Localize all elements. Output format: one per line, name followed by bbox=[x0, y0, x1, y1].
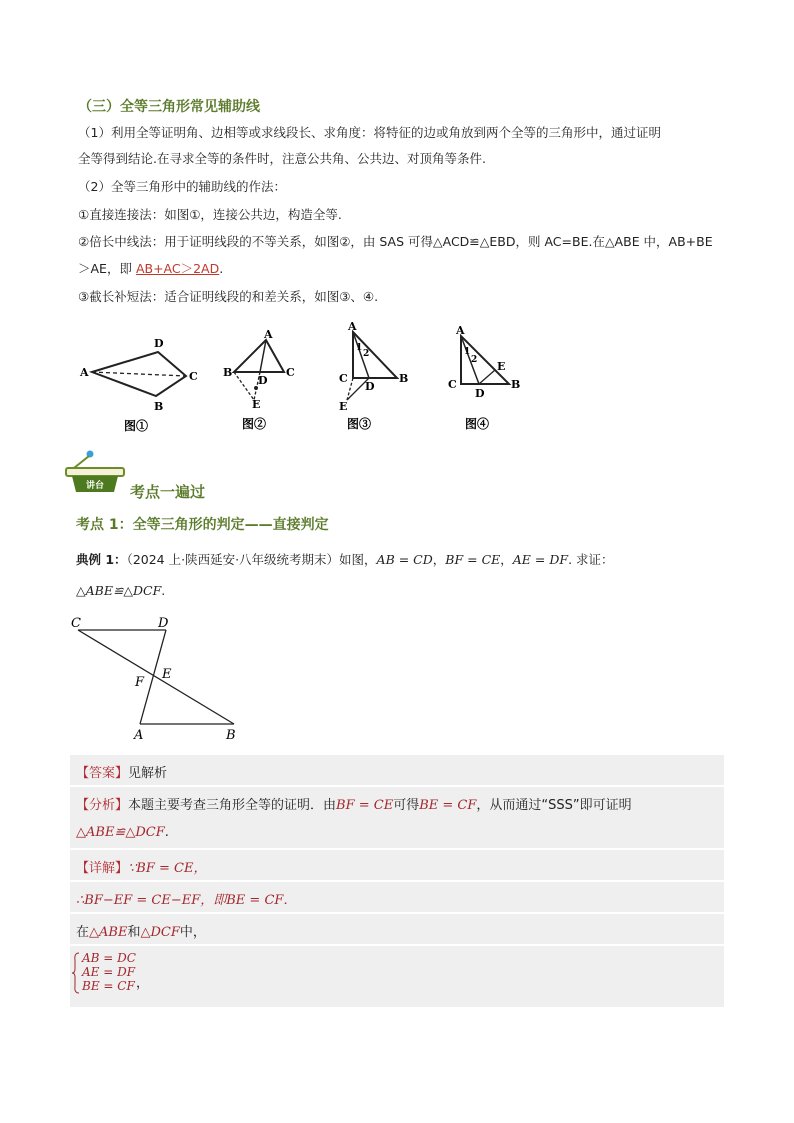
fig3-triangle bbox=[353, 332, 397, 378]
fig1-quadrilateral bbox=[92, 352, 186, 396]
analysis-tag: 【分析】 bbox=[76, 798, 129, 813]
detail-text-a: 在 bbox=[76, 925, 90, 940]
fig4-label-b: B bbox=[511, 378, 521, 391]
detail-text-b: 和 bbox=[127, 925, 141, 940]
equation-system bbox=[82, 951, 136, 993]
answer-tag: 【答案】 bbox=[76, 766, 129, 781]
ex-label-f: F bbox=[135, 675, 145, 690]
example-1-line-1 bbox=[76, 549, 614, 571]
kaodian-header: 考点一遍过 bbox=[130, 483, 206, 501]
fig3-label-c: C bbox=[339, 372, 348, 385]
p4-underlined: AB+AC＞2AD bbox=[135, 261, 220, 276]
comma-2: ， bbox=[500, 552, 513, 567]
fig1-label-c: C bbox=[189, 370, 198, 383]
answer-box bbox=[70, 755, 724, 1007]
detail-math-2: ∴BF−EF = CE−EF，即BE = CF． bbox=[76, 893, 297, 908]
fig2-label-d: D bbox=[258, 374, 268, 387]
figure-2 bbox=[220, 328, 300, 435]
detail-math-1: ∵BF = CE， bbox=[128, 861, 207, 876]
detail-triangle-abe: △ABE bbox=[89, 925, 128, 940]
analysis-math-3: △ABE≌△DCF bbox=[76, 825, 165, 840]
detail-line-3 bbox=[76, 921, 206, 940]
fig3-label-2: 2 bbox=[363, 349, 370, 359]
given-ab-cd: AB = CD bbox=[376, 552, 433, 567]
fig4-label-1: 1 bbox=[464, 347, 471, 357]
paragraph-2: （2）全等三角形中的辅助线的作法： bbox=[78, 179, 286, 194]
ex-label-d: D bbox=[158, 616, 169, 631]
fig2-label-a: A bbox=[264, 328, 273, 341]
system-comma: ， bbox=[136, 976, 150, 991]
analysis-text-3: ，从而通过“SSS”即可证明 bbox=[476, 798, 632, 813]
fig4-label-e: E bbox=[497, 360, 506, 373]
example-figure bbox=[68, 612, 248, 747]
paragraph-1-line-1: （1）利用全等证明角、边相等或求线段长、求角度：将特征的边或角放到两个全等的三角形中，通过证明 bbox=[78, 125, 661, 140]
fig3-label-b: B bbox=[399, 372, 409, 385]
figure-3 bbox=[333, 320, 413, 435]
paragraph-4-line-2 bbox=[78, 256, 223, 281]
line-cb bbox=[78, 630, 234, 724]
paragraph-3: ①直接连接法：如图①，连接公共边，构造全等. bbox=[78, 207, 342, 222]
fig1-label-d: D bbox=[154, 337, 164, 350]
fig2-label-e: E bbox=[252, 398, 261, 411]
fig4-label-c: C bbox=[448, 378, 457, 391]
separator bbox=[70, 880, 724, 882]
separator bbox=[70, 848, 724, 850]
given-bf-ce: BF = CE bbox=[445, 552, 501, 567]
brace-path bbox=[72, 953, 79, 993]
given-ae-df: AE = DF bbox=[512, 552, 569, 567]
detail-line-2 bbox=[76, 889, 296, 908]
fig4-label-2: 2 bbox=[471, 355, 478, 365]
answer-line bbox=[76, 762, 167, 781]
fig3-label-e: E bbox=[339, 400, 348, 413]
detail-triangle-dcf: △DCF bbox=[140, 925, 180, 940]
analysis-line-2 bbox=[76, 825, 169, 840]
paragraph-4-line-1: ②倍长中线法：用于证明线段的不等关系，如图②，由 SAS 可得△ACD≌△EBD，则 AC=BE.在△ABE 中，AB+BE bbox=[78, 234, 713, 249]
detail-text-c: 中， bbox=[179, 925, 206, 940]
section-title: （三）全等三角形常见辅助线 bbox=[78, 99, 260, 115]
fig4-label-a: A bbox=[456, 324, 465, 337]
analysis-line-1 bbox=[76, 794, 632, 813]
system-eq-1: AB = DC bbox=[82, 951, 136, 965]
analysis-math-1: BF = CE bbox=[336, 798, 394, 813]
analysis-text-1: 本题主要考查三角形全等的证明．由 bbox=[128, 798, 337, 813]
example-ask: . 求证： bbox=[568, 552, 614, 567]
podium-top bbox=[66, 468, 124, 476]
example-source: （2024 上·陕西延安·八年级统考期末）如图， bbox=[126, 552, 377, 567]
comma-1: ， bbox=[432, 552, 446, 567]
paragraph-5: ③截长补短法：适合证明线段的和差关系，如图③、④. bbox=[78, 289, 379, 304]
fig3-label-a: A bbox=[348, 320, 357, 333]
paragraph-1-line-2: 全等得到结论.在寻求全等的条件时，注意公共角、公共边、对顶角等条件. bbox=[78, 151, 486, 166]
fig2-be bbox=[234, 372, 254, 400]
fig1-caption: 图① bbox=[124, 419, 149, 433]
prove-period: . bbox=[161, 583, 166, 598]
analysis-text-4: . bbox=[164, 825, 169, 840]
ex-label-c: C bbox=[71, 616, 81, 631]
ex-label-e: E bbox=[162, 667, 172, 682]
fig3-label-d: D bbox=[365, 380, 375, 393]
example-1-line-2 bbox=[76, 580, 165, 602]
fig4-caption: 图④ bbox=[465, 417, 490, 431]
analysis-math-2: BE = CF bbox=[419, 798, 477, 813]
podium-mic-stand bbox=[74, 456, 89, 468]
detail-tag: 【详解】 bbox=[76, 861, 129, 876]
podium-icon bbox=[62, 446, 128, 494]
fig1-label-a: A bbox=[80, 366, 89, 379]
answer-text: 见解析 bbox=[128, 766, 168, 781]
detail-line-1 bbox=[76, 857, 206, 876]
ex-label-b: B bbox=[226, 728, 236, 743]
fig2-triangle bbox=[234, 340, 284, 372]
fig2-caption: 图② bbox=[242, 417, 267, 431]
fig1-diagonal bbox=[92, 372, 186, 376]
separator bbox=[70, 944, 724, 946]
fig2-label-b: B bbox=[223, 366, 233, 379]
prove-statement: △ABE≌△DCF bbox=[76, 583, 162, 598]
kaodian-point-1: 考点 1：全等三角形的判定——直接判定 bbox=[76, 517, 329, 533]
separator bbox=[70, 912, 724, 914]
figure-4 bbox=[445, 322, 530, 435]
example-tag: 典例 1： bbox=[76, 552, 127, 567]
system-brace bbox=[72, 952, 80, 994]
separator bbox=[70, 785, 724, 787]
p4-period: . bbox=[219, 261, 224, 276]
fig4-label-d: D bbox=[475, 387, 485, 400]
fig3-caption: 图③ bbox=[347, 417, 372, 431]
fig2-label-c: C bbox=[286, 366, 295, 379]
figure-1 bbox=[78, 330, 198, 435]
podium-text: 讲台 bbox=[85, 481, 105, 491]
system-eq-3: BE = CF bbox=[82, 979, 135, 993]
analysis-text-2: 可得 bbox=[393, 798, 420, 813]
ex-label-a: A bbox=[134, 728, 144, 743]
p4-text: ＞AE，即 bbox=[78, 261, 136, 276]
fig1-label-b: B bbox=[154, 400, 164, 413]
system-eq-2: AE = DF bbox=[82, 965, 136, 979]
fig4-de bbox=[479, 370, 495, 384]
fig3-label-1: 1 bbox=[356, 343, 363, 353]
